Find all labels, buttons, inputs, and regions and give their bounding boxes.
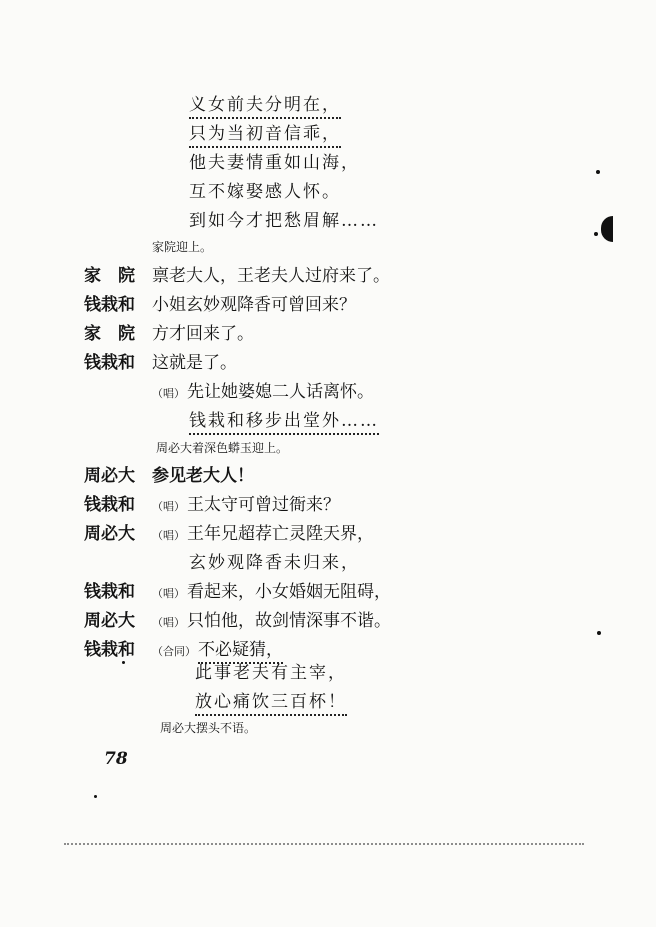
verse-line: 钱栽和移步出堂外…… — [189, 410, 379, 432]
verse-line: 到如今才把愁眉解…… — [189, 211, 379, 231]
scan-speck — [596, 170, 600, 174]
speaker-name: 周必大 — [84, 611, 135, 631]
sing-marker: （唱） — [152, 587, 185, 600]
sung-text: 先让她婆媳二人话离怀。 — [187, 382, 374, 402]
speech-text: （唱） 王太守可曾过衙来？ — [152, 495, 340, 515]
scan-noise-rule — [64, 843, 584, 845]
speaker-name: 钱栽和 — [84, 582, 135, 602]
verse-line: 义女前夫分明在， — [189, 94, 341, 116]
scan-speck — [122, 661, 125, 664]
stage-direction: 周必大着深色蟒玉迎上。 — [156, 441, 289, 455]
page-number: 78 — [104, 749, 128, 769]
scan-speck — [594, 232, 598, 236]
verse-line: 只为当初音信乖， — [189, 123, 341, 145]
speaker-name: 钱栽和 — [84, 353, 135, 373]
speaker-name: 周必大 — [84, 524, 135, 544]
speaker-name: 钱栽和 — [84, 640, 135, 660]
stage-direction: 周必大摆头不语。 — [160, 721, 257, 735]
speech-text: 禀老大人，王老夫人过府来了。 — [152, 266, 390, 286]
speech-text: （唱） 只怕他，故剑情深事不谐。 — [152, 611, 391, 631]
speech-text: （唱） 看起来，小女婚姻无阻碍， — [152, 582, 391, 602]
verse-line: 互不嫁娶感人怀。 — [189, 182, 341, 202]
verse-line: 放心痛饮三百杯！ — [195, 691, 347, 713]
sung-line — [152, 381, 374, 405]
speech-text: 方才回来了。 — [152, 324, 254, 344]
speaker-name: 钱栽和 — [84, 495, 135, 515]
speech-text: 小姐玄妙观降香可曾回来？ — [152, 295, 356, 315]
speech-text: 参见老大人！ — [152, 466, 254, 486]
verse-line: 此事老夫有主宰， — [195, 663, 347, 683]
scan-speck — [94, 795, 97, 798]
stage-direction: 家院迎上。 — [152, 240, 213, 254]
scan-speck — [597, 631, 601, 635]
sing-marker: （唱） — [152, 529, 185, 542]
sing-marker: （唱） — [152, 387, 185, 400]
scan-edge-mark — [601, 216, 613, 242]
speaker-name: 家 院 — [84, 324, 135, 344]
speech-text: 这就是了。 — [152, 353, 237, 373]
speaker-name: 家 院 — [84, 266, 135, 286]
speech-text: （唱） 王年兄超荐亡灵陞天界， — [152, 524, 374, 544]
speech-text: （合同） 不必疑猜， — [152, 639, 283, 663]
sing-marker: （唱） — [152, 500, 185, 513]
speaker-name: 周必大 — [84, 466, 135, 486]
verse-line: 玄妙观降香未归来， — [189, 553, 360, 573]
sing-marker: （合同） — [152, 645, 196, 658]
speaker-name: 钱栽和 — [84, 295, 135, 315]
sing-marker: （唱） — [152, 616, 185, 629]
verse-line: 他夫妻情重如山海， — [189, 153, 360, 173]
